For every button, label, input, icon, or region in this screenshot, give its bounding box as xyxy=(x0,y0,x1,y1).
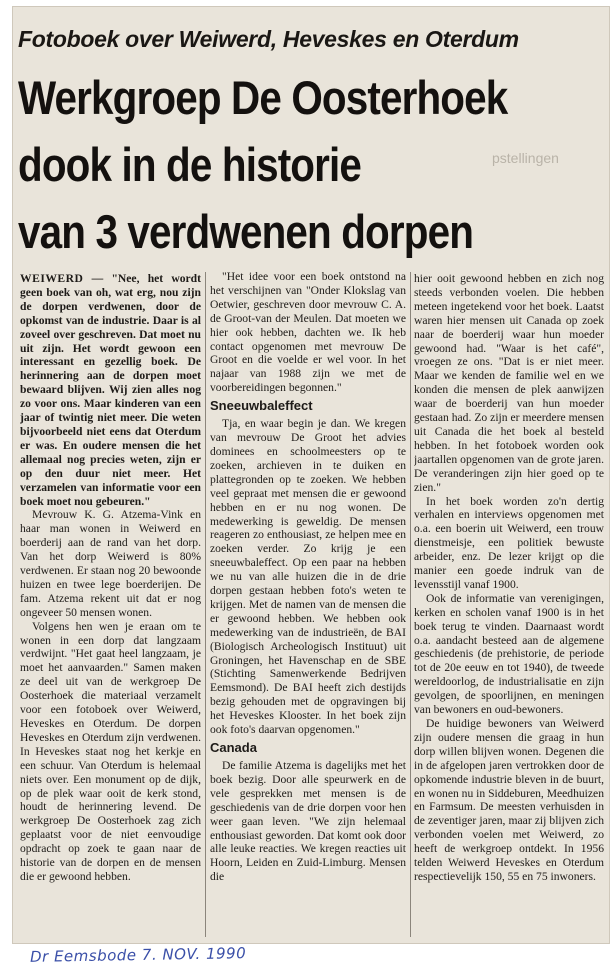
column-rule xyxy=(410,272,411,937)
kicker-title: Fotoboek over Weiwerd, Heveskes en Oterdum xyxy=(18,26,519,52)
headline-line-3: van 3 verdwenen dorpen xyxy=(18,205,474,258)
lead-text: — "Nee, het wordt geen boek van oh, wat erg, nou zijn de dorpen verdwenen, door de opkomst van de industrie. Daar is al zoveel over geschreven. Dat moet nu uit zijn. Het wordt gewoon een interessant en gezellig boek. De herinnering aan de dorpen moet bewaard blijven. Wij zien alles nog zo voor ons. Maar kinderen van een jaar of twintig niet meer. Die weten bijvoorbeeld niet eens dat Oterdum er was. En oudere mensen die het allemaal nog precies weten, zijn er op den duur niet meer. Het verzamelen van informatie voor een boek moet nou gebeuren." xyxy=(20,272,201,508)
paragraph: Ook de informatie van verenigingen, kerken en scholen vanaf 1900 is in het boek terug te vinden. Daarnaast wordt o.a. aandacht besteed aan de algemene geschiedenis (de prehistorie, de periode tot de 20e eeuw en tot 1940), de tweede wereldoorlog, de industrialisatie en zijn gevolgen, de spoorlijnen, en meningen van bewoners en oud-bewoners. xyxy=(414,591,604,717)
paragraph: De familie Atzema is dagelijks met het boek bezig. Door alle speurwerk en de vele gesprekken met mensen is de geschiedenis van de drie dorpen voor hen weer gaan leven. "We zijn helemaal enthousiast geworden. Dat komt ook door alle leuke reacties. We kregen reacties uit Hoorn, Leiden en Zuid-Limburg. Mensen die xyxy=(210,759,406,884)
headline-line-1: Werkgroep De Oosterhoek xyxy=(18,71,508,124)
paragraph: In het boek worden zo'n dertig verhalen en interviews opgenomen met o.a. een boerin uit Weiwerd, een trouw dienstmeisje, een politiek bewuste arbeider, enz. De lezer krijgt op die manier een goede indruk van de levensstijl vanaf 1900. xyxy=(414,494,604,591)
subheading-canada: Canada xyxy=(210,740,257,755)
column-rule xyxy=(205,272,206,937)
subheading-sneeuwbaleffect: Sneeuwbaleffect xyxy=(210,398,313,414)
paragraph: Tja, en waar begin je dan. We kregen van mevrouw De Groot het advies dominees en schoolmeesters op te zoeken, archieven in te duiken en plattegronden op te zoeken. We hebben veel gepraat met mensen die er gewoond hebben en er nu nog wonen. De medewerking is geweldig. De mensen reageren zo enthousiast, ze helpen mee en zoeken verder. Zo krijg je een sneeuwbaleffect. Op een paar na hebben we nu van alle huizen die in de drie dorpen gestaan hebben foto's weten te krijgen. Met de namen van de mensen die er gewoond hebben. We hebben ook medewerking van de industrieën, de BAI (Biologisch Archeologisch Instituut) uit Groningen, het Havenschap en de SBE (Stichting Samenwerkende Bedrijven Eemsmond). De BAI heeft zich destijds bezig gehouden met de opgravingen bij het Heveskes Klooster. In het boek zijn ook foto's daarvan opgenomen." xyxy=(210,417,406,737)
column-3 xyxy=(414,272,604,932)
headline-line-2: dook in de historie xyxy=(18,138,361,191)
paragraph: "Het idee voor een boek ontstond na het verschijnen van "Onder Klokslag van Oetwier, geschreven door mevrouw C. A. de Groot-van der Meulen. Dat moeten we hier ook hebben, dachten we. Ik heb contact opgenomen met mevrouw De Groot en die voelde er wel voor. In het najaar van 1988 zijn we met de voorbereidingen begonnen." xyxy=(210,270,406,395)
handwritten-source-note: Dr Eemsbode 7. NOV. 1990 xyxy=(29,944,247,966)
paragraph: De huidige bewoners van Weiwerd zijn oudere mensen die graag in hun dorp willen blijven wonen. Degenen die in de afgelopen jaren vertrokken door de opkomende industrie bleven in de buurt, en wonen nu in Siddeburen, Meedhuizen en Farmsum. De meesten verhuisden in de zeventiger jaren, maar zij blijven zich verbonden voelen met Weiwerd, zo heeft de werkgroep ontdekt. In 1956 telden Weiwerd Heveskes en Oterdum respectievelijk 150, 55 en 75 inwoners. xyxy=(414,717,604,883)
paragraph: Mevrouw K. G. Atzema-Vink en haar man wonen in Weiwerd en boerderij aan de rand van het dorp. Van het dorp Weiwerd is 80% verdwenen. Er staan nog 20 bewoonde huizen en twee lege boerderijen. De fam. Atzema rekent uit dat er nog ongeveer 50 mensen wonen. xyxy=(20,508,201,619)
paragraph: Volgens hen wen je eraan om te wonen in een dorp dat langzaam verdwijnt. "Het gaat heel langzaam, je moet het aanvaarden." Samen maken ze deel uit van de werkgroep De Oosterhoek die materiaal verzamelt voor een fotoboek over Weiwerd, Heveskes en Oterdum. De dorpen Heveskes en Oterdum zijn verdwenen. In Heveskes staat nog het kerkje en een schuur. Van Oterdum is helemaal niets over. Een monument op de dijk, op de plek waar ooit de kerk stond, houdt de herinnering levend. De werkgroep De Oosterhoek zag zich geplaatst voor de niet eenvoudige opdracht op zoek te gaan naar de historie van de dorpen en de mensen die er gewoond hebben. xyxy=(20,619,201,883)
headline xyxy=(18,64,521,265)
paragraph: hier ooit gewoond hebben en zich nog steeds verbonden voelen. Die hebben meteen ingetekend voor het boek. Laatst waren hier mensen uit Canada op zoek naar de boerderij waar hun moeder gewoond had. "Waar is het café", vroegen ze ons. "Dat is er niet meer. Maar we kenden de familie wel en we konden die mensen de plek aanwijzen waar de boerderij van hun moeder gestaan had. Zo zijn er meerdere mensen uit Canada die het boek al besteld hebben. In het fotoboek worden ook jaartallen opgenomen van de grote jaren. De veranderingen zijn hier goed op te zien." xyxy=(414,272,604,494)
lead-paragraph xyxy=(20,272,201,508)
column-2 xyxy=(210,270,406,942)
column-1 xyxy=(20,272,201,944)
bleed-through-text: pstellingen xyxy=(492,150,559,166)
dateline: WEIWERD xyxy=(20,272,84,285)
